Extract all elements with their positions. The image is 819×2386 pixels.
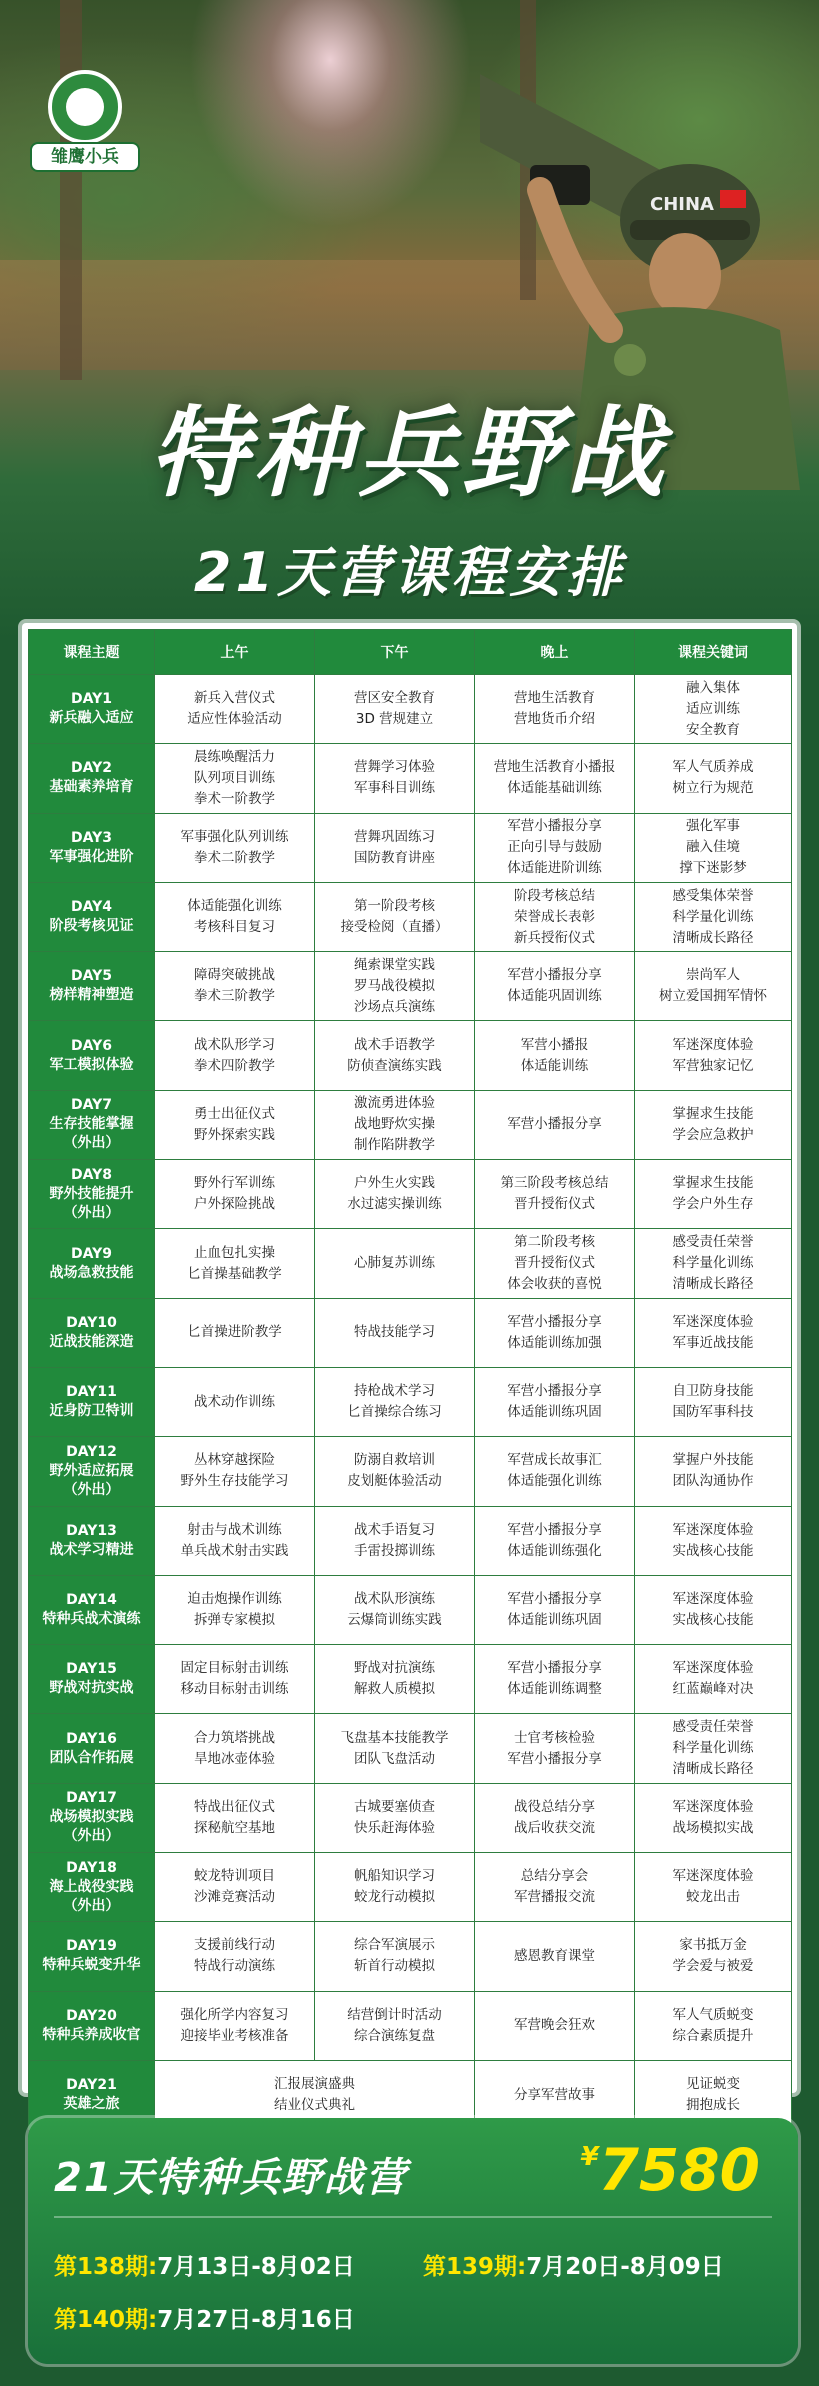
morning-cell: 新兵入营仪式 适应性体验活动	[155, 675, 315, 744]
day-theme: 特种兵养成收官	[42, 2026, 141, 2043]
evening-cell: 军营小播报分享 正向引导与鼓励 体适能进阶训练	[475, 813, 635, 882]
keywords-cell: 自卫防身技能 国防军事科技	[635, 1367, 792, 1436]
schedule-row	[29, 1853, 792, 1922]
session-label: 第139期:	[423, 2254, 527, 2280]
afternoon-cell: 绳索课堂实践 罗马战役模拟 沙场点兵演练	[315, 952, 475, 1021]
evening-cell: 营地生活教育小播报 体适能基础训练	[475, 744, 635, 813]
day-number: DAY2	[71, 760, 112, 777]
keywords-cell: 军迷深度体验 实战核心技能	[635, 1506, 792, 1575]
evening-cell: 感恩教育课堂	[475, 1922, 635, 1991]
day-cell	[29, 744, 155, 813]
day-theme: 野战对抗实战	[49, 1680, 134, 1697]
keywords-cell: 军人气质养成 树立行为规范	[635, 744, 792, 813]
day-cell	[29, 1437, 155, 1506]
morning-cell: 体适能强化训练 考核科目复习	[155, 882, 315, 951]
evening-cell: 总结分享会 军营播报交流	[475, 1853, 635, 1922]
keywords-cell: 感受集体荣誉 科学量化训练 清晰成长路径	[635, 882, 792, 951]
day-theme: 海上战役实践 （外出）	[49, 1878, 134, 1914]
session-label: 第138期:	[54, 2254, 158, 2280]
day-number: DAY5	[71, 968, 112, 985]
day-cell	[29, 1991, 155, 2060]
day-cell	[29, 1367, 155, 1436]
day-number: DAY20	[66, 2007, 117, 2024]
evening-cell: 军营晚会狂欢	[475, 1991, 635, 2060]
morning-cell: 强化所学内容复习 迎接毕业考核准备	[155, 1991, 315, 2060]
day-cell	[29, 1506, 155, 1575]
currency-symbol: ¥	[580, 2142, 599, 2172]
keywords-cell: 感受责任荣誉 科学量化训练 清晰成长路径	[635, 1229, 792, 1298]
subtitle: 21天营课程安排	[193, 541, 626, 604]
schedule-row	[29, 1021, 792, 1090]
afternoon-cell: 战术手语复习 手雷投掷训练	[315, 1506, 475, 1575]
day-cell	[29, 1853, 155, 1922]
session-140	[54, 2301, 355, 2334]
keywords-cell: 掌握求生技能 学会户外生存	[635, 1160, 792, 1229]
header-afternoon: 下午	[315, 630, 475, 675]
day-number: DAY4	[71, 899, 112, 916]
afternoon-cell: 第一阶段考核 接受检阅（直播）	[315, 882, 475, 951]
schedule-row	[29, 1160, 792, 1229]
day-number: DAY14	[66, 1592, 117, 1608]
day-number: DAY11	[66, 1384, 117, 1401]
day-number: DAY10	[66, 1314, 117, 1331]
morning-cell: 战术动作训练	[155, 1367, 315, 1436]
afternoon-cell: 帆船知识学习 蛟龙行动模拟	[315, 1853, 475, 1922]
day-theme: 英雄之旅	[63, 2096, 120, 2113]
morning-cell: 勇士出征仪式 野外探索实践	[155, 1090, 315, 1159]
afternoon-cell: 飞盘基本技能教学 团队飞盘活动	[315, 1714, 475, 1783]
camp-title: 21天特种兵野战营	[54, 2155, 408, 2201]
day-cell	[29, 1298, 155, 1367]
soldier-arm	[540, 190, 610, 330]
evening-cell: 军营小播报分享	[475, 1090, 635, 1159]
afternoon-cell: 营舞学习体验 军事科目训练	[315, 744, 475, 813]
day-cell	[29, 1090, 155, 1159]
day-number: DAY17	[66, 1790, 117, 1807]
evening-cell: 军营小播报分享 体适能训练加强	[475, 1298, 635, 1367]
morning-cell: 障碍突破挑战 拳术三阶教学	[155, 952, 315, 1021]
day-number: DAY3	[71, 829, 112, 846]
session-label: 第140期:	[54, 2307, 158, 2333]
afternoon-cell: 持枪战术学习 匕首操综合练习	[315, 1367, 475, 1436]
day-theme: 战术学习精进	[49, 1541, 134, 1558]
day-theme: 野外技能提升 （外出）	[49, 1185, 134, 1221]
keywords-cell: 强化军事 融入佳境 撑下迷影梦	[635, 813, 792, 882]
evening-cell: 军营小播报分享 体适能训练巩固	[475, 1367, 635, 1436]
day-number: DAY19	[66, 1938, 117, 1955]
morning-cell: 迫击炮操作训练 拆弹专家模拟	[155, 1575, 315, 1644]
keywords-cell: 军迷深度体验 实战核心技能	[635, 1575, 792, 1644]
schedule-row	[29, 1437, 792, 1506]
day-number: DAY12	[66, 1443, 117, 1460]
day-number: DAY18	[66, 1859, 117, 1876]
day-theme: 特种兵蜕变升华	[42, 1957, 141, 1974]
schedule-card	[22, 623, 797, 2114]
morning-cell: 军事强化队列训练 拳术二阶教学	[155, 813, 315, 882]
main-title: 特种兵野战	[149, 397, 670, 511]
day-cell	[29, 675, 155, 744]
evening-cell: 营地生活教育 营地货币介绍	[475, 675, 635, 744]
day-cell	[29, 1783, 155, 1852]
day-cell	[29, 1160, 155, 1229]
day-number: DAY6	[71, 1037, 112, 1054]
day-theme: 近战技能深造	[49, 1333, 134, 1350]
day-cell	[29, 882, 155, 951]
day-number: DAY13	[66, 1522, 117, 1539]
helmet-text: CHINA	[650, 194, 714, 215]
morning-afternoon-cell: 汇报展演盛典 结业仪式典礼	[155, 2060, 475, 2129]
keywords-cell: 见证蜕变 拥抱成长	[635, 2060, 792, 2129]
afternoon-cell: 战术队形演练 云爆筒训练实践	[315, 1575, 475, 1644]
evening-cell: 分享军营故事	[475, 2060, 635, 2129]
schedule-row	[29, 1645, 792, 1714]
schedule-row	[29, 675, 792, 744]
evening-cell: 战役总结分享 战后收获交流	[475, 1783, 635, 1852]
day-theme: 战场模拟实践 （外出）	[49, 1809, 134, 1845]
session-139	[423, 2248, 724, 2281]
schedule-row	[29, 952, 792, 1021]
day-cell	[29, 1229, 155, 1298]
day-cell	[29, 1575, 155, 1644]
afternoon-cell: 营区安全教育 3D 营规建立	[315, 675, 475, 744]
schedule-row	[29, 1783, 792, 1852]
schedule-row	[29, 1575, 792, 1644]
header-theme: 课程主题	[29, 630, 155, 675]
day-cell	[29, 952, 155, 1021]
session-dates: 7月20日-8月09日	[526, 2254, 724, 2280]
keywords-cell: 家书抵万金 学会爱与被爱	[635, 1922, 792, 1991]
schedule-row	[29, 1991, 792, 2060]
session-dates: 7月27日-8月16日	[157, 2307, 355, 2333]
afternoon-cell: 特战技能学习	[315, 1298, 475, 1367]
day-number: DAY7	[71, 1097, 112, 1114]
afternoon-cell: 野战对抗演练 解救人质模拟	[315, 1645, 475, 1714]
afternoon-cell: 结营倒计时活动 综合演练复盘	[315, 1991, 475, 2060]
evening-cell: 第三阶段考核总结 晋升授衔仪式	[475, 1160, 635, 1229]
logo-eagle-icon	[66, 88, 104, 126]
day-theme: 近身防卫特训	[49, 1403, 134, 1420]
afternoon-cell: 营舞巩固练习 国防教育讲座	[315, 813, 475, 882]
day-number: DAY1	[71, 691, 112, 708]
schedule-row	[29, 813, 792, 882]
day-theme: 野外适应拓展 （外出）	[49, 1462, 134, 1498]
afternoon-cell: 综合军演展示 斩首行动模拟	[315, 1922, 475, 1991]
morning-cell: 止血包扎实操 匕首操基础教学	[155, 1229, 315, 1298]
day-cell	[29, 1714, 155, 1783]
schedule-row	[29, 1229, 792, 1298]
schedule-row	[29, 1714, 792, 1783]
evening-cell: 军营小播报分享 体适能训练巩固	[475, 1575, 635, 1644]
evening-cell: 士官考核检验 军营小播报分享	[475, 1714, 635, 1783]
morning-cell: 支援前线行动 特战行动演练	[155, 1922, 315, 1991]
divider	[54, 2216, 772, 2218]
schedule-row	[29, 1298, 792, 1367]
evening-cell: 第二阶段考核 晋升授衔仪式 体会收获的喜悦	[475, 1229, 635, 1298]
afternoon-cell: 激流勇进体验 战地野炊实操 制作陷阱教学	[315, 1090, 475, 1159]
evening-cell: 军营小播报 体适能训练	[475, 1021, 635, 1090]
keywords-cell: 融入集体 适应训练 安全教育	[635, 675, 792, 744]
morning-cell: 固定目标射击训练 移动目标射击训练	[155, 1645, 315, 1714]
session-dates: 7月13日-8月02日	[157, 2254, 355, 2280]
morning-cell: 匕首操进阶教学	[155, 1298, 315, 1367]
afternoon-cell: 防溺自救培训 皮划艇体验活动	[315, 1437, 475, 1506]
day-theme: 军工模拟体验	[49, 1056, 134, 1073]
keywords-cell: 掌握户外技能 团队沟通协作	[635, 1437, 792, 1506]
day-theme: 生存技能掌握 （外出）	[49, 1116, 134, 1152]
day-theme: 特种兵战术演练	[42, 1611, 141, 1627]
day-theme: 军事强化进阶	[49, 848, 134, 865]
afternoon-cell: 古城要塞侦查 快乐赶海体验	[315, 1783, 475, 1852]
day-theme: 阶段考核见证	[49, 918, 134, 935]
price-value: 7580	[598, 2136, 760, 2204]
keywords-cell: 感受责任荣誉 科学量化训练 清晰成长路径	[635, 1714, 792, 1783]
day-number: DAY15	[66, 1661, 117, 1678]
keywords-cell: 军迷深度体验 战场模拟实战	[635, 1783, 792, 1852]
day-number: DAY21	[66, 2077, 117, 2094]
day-cell	[29, 1645, 155, 1714]
day-theme: 战场急救技能	[49, 1264, 134, 1281]
keywords-cell: 崇尚军人 树立爱国拥军情怀	[635, 952, 792, 1021]
morning-cell: 射击与战术训练 单兵战术射击实践	[155, 1506, 315, 1575]
logo-badge	[48, 70, 122, 144]
morning-cell: 特战出征仪式 探秘航空基地	[155, 1783, 315, 1852]
morning-cell: 战术队形学习 拳术四阶教学	[155, 1021, 315, 1090]
schedule-table	[28, 629, 792, 2130]
shoulder-patch-icon	[614, 344, 646, 376]
keywords-cell: 军迷深度体验 军事近战技能	[635, 1298, 792, 1367]
keywords-cell: 掌握求生技能 学会应急救护	[635, 1090, 792, 1159]
morning-cell: 蛟龙特训项目 沙滩竞赛活动	[155, 1853, 315, 1922]
day-cell	[29, 1922, 155, 1991]
logo-ribbon: 雏鹰小兵	[30, 142, 140, 172]
schedule-row	[29, 1506, 792, 1575]
day-number: DAY9	[71, 1245, 112, 1262]
afternoon-cell: 心肺复苏训练	[315, 1229, 475, 1298]
keywords-cell: 军迷深度体验 军营独家记忆	[635, 1021, 792, 1090]
price-panel	[28, 2118, 798, 2364]
evening-cell: 军营小播报分享 体适能巩固训练	[475, 952, 635, 1021]
morning-cell: 晨练唤醒活力 队列项目训练 拳术一阶教学	[155, 744, 315, 813]
evening-cell: 军营小播报分享 体适能训练调整	[475, 1645, 635, 1714]
brand-logo	[30, 70, 140, 200]
day-number: DAY16	[66, 1730, 117, 1747]
schedule-row	[29, 1922, 792, 1991]
day-theme: 榜样精神塑造	[49, 987, 134, 1004]
price-tag	[580, 2136, 760, 2204]
day-theme: 新兵融入适应	[49, 710, 134, 727]
keywords-cell: 军人气质蜕变 综合素质提升	[635, 1991, 792, 2060]
session-138	[54, 2248, 355, 2281]
morning-cell: 野外行军训练 户外探险挑战	[155, 1160, 315, 1229]
afternoon-cell: 战术手语教学 防侦查演练实践	[315, 1021, 475, 1090]
soldier-face	[649, 233, 721, 317]
day-theme: 团队合作拓展	[49, 1749, 134, 1766]
schedule-row	[29, 744, 792, 813]
day-cell	[29, 1021, 155, 1090]
keywords-cell: 军迷深度体验 蛟龙出击	[635, 1853, 792, 1922]
evening-cell: 军营成长故事汇 体适能强化训练	[475, 1437, 635, 1506]
afternoon-cell: 户外生火实践 水过滤实操训练	[315, 1160, 475, 1229]
schedule-row	[29, 1090, 792, 1159]
day-number: DAY8	[71, 1166, 112, 1183]
schedule-row	[29, 1367, 792, 1436]
day-theme: 基础素养培育	[49, 779, 134, 796]
morning-cell: 合力筑塔挑战 旱地冰壶体验	[155, 1714, 315, 1783]
header-morning: 上午	[155, 630, 315, 675]
keywords-cell: 军迷深度体验 红蓝巅峰对决	[635, 1645, 792, 1714]
table-header-row	[29, 630, 792, 675]
hero-background	[0, 0, 819, 640]
header-keywords: 课程关键词	[635, 630, 792, 675]
day-cell	[29, 813, 155, 882]
morning-cell: 丛林穿越探险 野外生存技能学习	[155, 1437, 315, 1506]
evening-cell: 军营小播报分享 体适能训练强化	[475, 1506, 635, 1575]
header-evening: 晚上	[475, 630, 635, 675]
schedule-row	[29, 882, 792, 951]
evening-cell: 阶段考核总结 荣誉成长表彰 新兵授衔仪式	[475, 882, 635, 951]
